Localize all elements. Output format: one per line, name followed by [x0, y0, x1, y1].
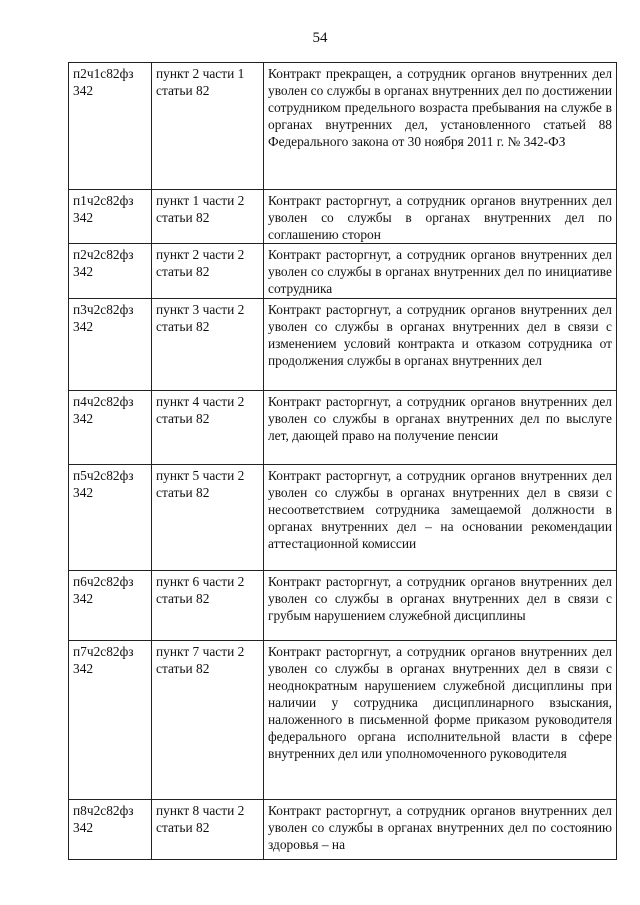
- description-cell: Контракт расторгнут, а сотрудник органов внутренних дел уволен со службы в органах внутренних дел в связи с грубым нарушением служебной дисциплины: [264, 571, 617, 641]
- description-cell: Контракт прекращен, а сотрудник органов внутренних дел уволен со службы в органах внутренних дел по достижении сотрудником предельного возраста пребывания на службе в органах внутренних дел, установленного статьей 88 Федерального закона от 30 ноября 2011 г. № 342-ФЗ: [264, 63, 617, 190]
- clause-cell: пункт 2 части 2 статьи 82: [152, 244, 264, 299]
- description-cell: Контракт расторгнут, а сотрудник органов внутренних дел уволен со службы в органах внутренних дел по соглашению сторон: [264, 190, 617, 244]
- legal-basis-table: [68, 62, 617, 860]
- description-cell: Контракт расторгнут, а сотрудник органов внутренних дел уволен со службы в органах внутренних дел по инициативе сотрудника: [264, 244, 617, 299]
- code-cell: п2ч1с82фз 342: [69, 63, 152, 190]
- table-row: [69, 800, 617, 860]
- table-row: [69, 244, 617, 299]
- clause-cell: пункт 7 части 2 статьи 82: [152, 641, 264, 800]
- table-row: [69, 571, 617, 641]
- code-cell: п5ч2с82фз 342: [69, 465, 152, 571]
- code-cell: п1ч2с82фз 342: [69, 190, 152, 244]
- code-cell: п7ч2с82фз 342: [69, 641, 152, 800]
- table-row: [69, 391, 617, 465]
- clause-cell: пункт 3 части 2 статьи 82: [152, 299, 264, 391]
- clause-cell: пункт 2 части 1 статьи 82: [152, 63, 264, 190]
- description-cell: Контракт расторгнут, а сотрудник органов внутренних дел уволен со службы в органах внутренних дел по выслуге лет, дающей право на получение пенсии: [264, 391, 617, 465]
- description-cell: Контракт расторгнут, а сотрудник органов внутренних дел уволен со службы в органах внутренних дел в связи с неоднократным нарушением служебной дисциплины при наличии у сотрудника дисциплинарного взыскания, наложенного в письменной форме приказом руководителя федерального органа исполнительной власти в сфере внутренних дел или уполномоченного руководителя: [264, 641, 617, 800]
- code-cell: п3ч2с82фз 342: [69, 299, 152, 391]
- clause-cell: пункт 5 части 2 статьи 82: [152, 465, 264, 571]
- code-cell: п4ч2с82фз 342: [69, 391, 152, 465]
- table-row: [69, 190, 617, 244]
- clause-cell: пункт 8 части 2 статьи 82: [152, 800, 264, 860]
- code-cell: п6ч2с82фз 342: [69, 571, 152, 641]
- page-number: 54: [312, 30, 328, 46]
- clause-cell: пункт 1 части 2 статьи 82: [152, 190, 264, 244]
- table-row: [69, 299, 617, 391]
- code-cell: п2ч2с82фз 342: [69, 244, 152, 299]
- clause-cell: пункт 4 части 2 статьи 82: [152, 391, 264, 465]
- description-cell: Контракт расторгнут, а сотрудник органов внутренних дел уволен со службы в органах внутренних дел в связи с несоответствием сотрудника замещаемой должности в органах внутренних дел – на основании рекомендации аттестационной комиссии: [264, 465, 617, 571]
- table-row: [69, 641, 617, 800]
- code-cell: п8ч2с82фз 342: [69, 800, 152, 860]
- description-cell: Контракт расторгнут, а сотрудник органов внутренних дел уволен со службы в органах внутренних дел в связи с изменением условий контракта и отказом сотрудника от продолжения службы в органах внутренних дел: [264, 299, 617, 391]
- clause-cell: пункт 6 части 2 статьи 82: [152, 571, 264, 641]
- description-cell: Контракт расторгнут, а сотрудник органов внутренних дел уволен со службы в органах внутренних дел по состоянию здоровья – на: [264, 800, 617, 860]
- table-row: [69, 465, 617, 571]
- table-row: [69, 63, 617, 190]
